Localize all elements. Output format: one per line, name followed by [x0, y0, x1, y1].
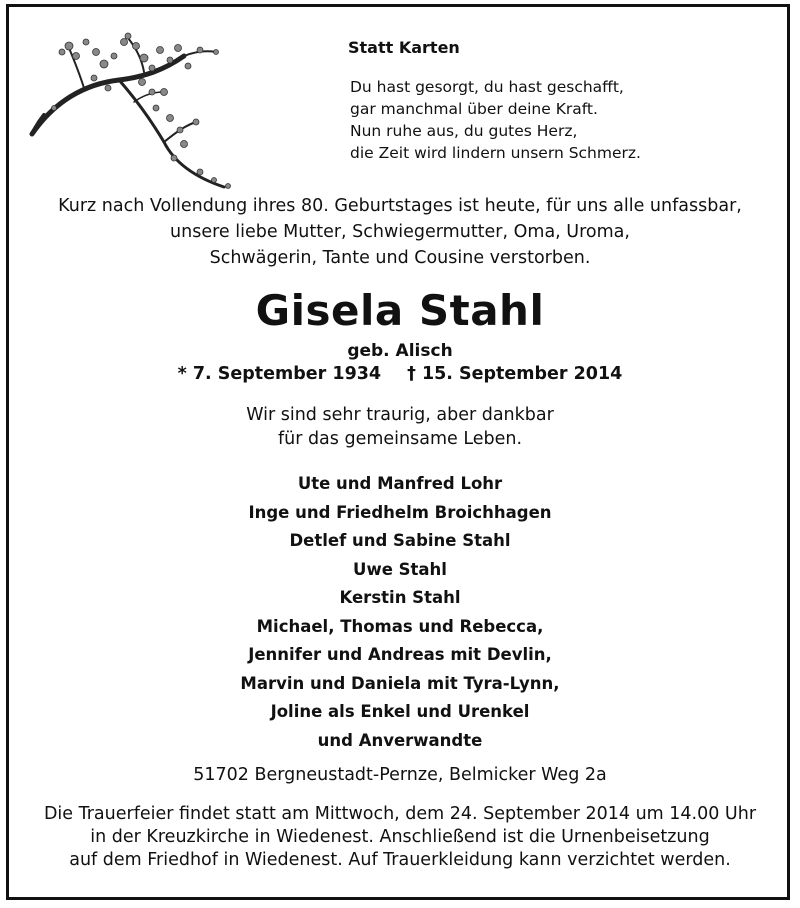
mourner-entry: Inge und Friedhelm Broichhagen	[248, 502, 552, 522]
service-line: in der Kreuzkirche in Wiedenest. Anschließend ist die Urnenbeisetzung	[90, 827, 710, 847]
announcement-line: Kurz nach Vollendung ihres 80. Geburtstages ist heute, für uns alle unfassbar,	[58, 196, 742, 216]
poem-line: Nun ruhe aus, du gutes Herz,	[350, 122, 578, 140]
mourner-entry: Joline als Enkel und Urenkel	[270, 702, 530, 721]
mourner-entry: Marvin und Daniela mit Tyra-Lynn,	[240, 673, 560, 693]
thanks-line: für das gemeinsame Leben.	[277, 429, 523, 449]
family-address: 51702 Bergneustadt-Pernze, Belmicker Weg 2a	[193, 765, 607, 785]
poem	[350, 76, 641, 164]
mourner-entry: und Anverwandte	[317, 730, 483, 750]
thanks-text	[0, 403, 800, 451]
service-line: Die Trauerfeier findet statt am Mittwoch, dem 24. September 2014 um 14.00 Uhr	[43, 804, 757, 824]
mourner-entry: Ute und Manfred Lohr	[297, 474, 503, 493]
mourner-entry: Detlef und Sabine Stahl	[289, 531, 511, 550]
thanks-line: Wir sind sehr traurig, aber dankbar	[246, 405, 554, 425]
death-date: † 15. September 2014	[407, 364, 623, 384]
life-dates	[0, 364, 800, 384]
birth-name: geb. Alisch	[347, 341, 453, 361]
service-line: auf dem Friedhof in Wiedenest. Auf Trauerkleidung kann verzichtet werden.	[69, 850, 731, 870]
poem-line: die Zeit wird lindern unsern Schmerz.	[350, 144, 641, 162]
mourner-entry: Michael, Thomas und Rebecca,	[256, 616, 544, 636]
poem-heading: Statt Karten	[348, 38, 460, 57]
funeral-service-info	[0, 803, 800, 872]
death-announcement	[0, 193, 800, 271]
birth-date: * 7. September 1934	[177, 364, 382, 384]
mourner-entry: Jennifer und Andreas mit Devlin,	[248, 645, 552, 664]
mourners-list	[0, 470, 800, 755]
announcement-line: Schwägerin, Tante und Cousine verstorben.	[209, 248, 591, 268]
deceased-name: Gisela Stahl	[255, 286, 545, 335]
mourner-entry: Uwe Stahl	[353, 559, 447, 579]
poem-line: Du hast gesorgt, du hast geschafft,	[350, 78, 624, 96]
announcement-line: unsere liebe Mutter, Schwiegermutter, Oma, Uroma,	[170, 222, 630, 242]
blossom-branch-illustration	[24, 22, 274, 197]
mourner-entry: Kerstin Stahl	[339, 588, 461, 607]
poem-line: gar manchmal über deine Kraft.	[350, 100, 598, 118]
